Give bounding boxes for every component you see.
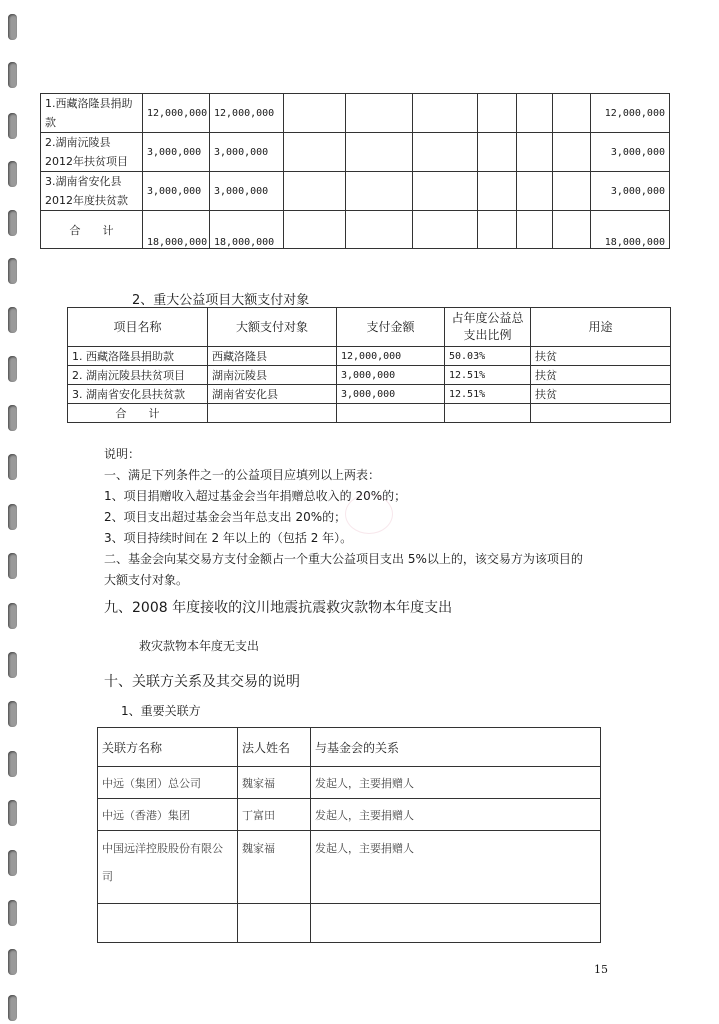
party-name: 中远（香港）集团 <box>98 799 238 831</box>
relation: 发起人，主要捐赠人 <box>311 799 601 831</box>
amount-cell: 3,000,000 <box>591 172 670 211</box>
amount-cell: 12,000,000 <box>591 94 670 133</box>
project-name: 1.西藏洛隆县捐助款 <box>41 94 143 133</box>
table-row <box>68 347 671 366</box>
amount: 3,000,000 <box>337 366 445 385</box>
party-name: 中国远洋控股股份有限公司 <box>98 831 238 904</box>
table-row <box>41 133 670 172</box>
amount-cell: 3,000,000 <box>143 172 210 211</box>
ratio: 12.51% <box>445 366 531 385</box>
table-row <box>98 799 601 831</box>
column-header: 法人姓名 <box>238 728 311 767</box>
table-total-row <box>68 404 671 423</box>
project-name: 3.湖南省安化县2012年度扶贫款 <box>41 172 143 211</box>
amount-cell: 18,000,000 <box>210 211 284 249</box>
payee: 西藏洛隆县 <box>208 347 337 366</box>
amount: 3,000,000 <box>337 385 445 404</box>
faded-stamp <box>345 494 393 534</box>
table-total-row <box>41 211 670 249</box>
relation: 发起人，主要捐赠人 <box>311 767 601 799</box>
amount-cell: 12,000,000 <box>143 94 210 133</box>
notes-title: 说明： <box>104 447 141 461</box>
column-header: 关联方名称 <box>98 728 238 767</box>
binder-holes <box>6 0 20 1024</box>
table-row <box>68 366 671 385</box>
related-party-table <box>97 727 601 943</box>
section-heading: 十、关联方关系及其交易的说明 <box>104 674 300 690</box>
subsection-heading: 1、重要关联方 <box>121 704 201 718</box>
amount-cell: 3,000,000 <box>210 133 284 172</box>
table-row <box>98 831 601 904</box>
purpose: 扶贫 <box>531 347 671 366</box>
table-row <box>41 172 670 211</box>
column-header: 大额支付对象 <box>208 308 337 347</box>
expenditure-table <box>40 93 670 249</box>
amount-cell: 12,000,000 <box>210 94 284 133</box>
note-line: 2、项目支出超过基金会当年总支出 20%的； <box>104 510 347 524</box>
column-header: 用途 <box>531 308 671 347</box>
amount-cell: 3,000,000 <box>143 133 210 172</box>
payee: 湖南沅陵县 <box>208 366 337 385</box>
table-row <box>98 904 601 943</box>
column-header: 与基金会的关系 <box>311 728 601 767</box>
project-name: 1. 西藏洛隆县捐助款 <box>68 347 208 366</box>
amount-cell: 3,000,000 <box>210 172 284 211</box>
purpose: 扶贫 <box>531 385 671 404</box>
section-title: 2、重大公益项目大额支付对象 <box>132 293 310 308</box>
note-line: 3、项目持续时间在 2 年以上的（包括 2 年）。 <box>104 531 353 545</box>
amount-cell: 18,000,000 <box>143 211 210 249</box>
page-number: 15 <box>594 963 608 976</box>
table-row <box>98 767 601 799</box>
project-name: 2. 湖南沅陵县扶贫项目 <box>68 366 208 385</box>
section-heading: 九、2008 年度接收的汶川地震抗震救灾款物本年度支出 <box>104 600 453 616</box>
column-header: 支付金额 <box>337 308 445 347</box>
table-header-row <box>68 308 671 347</box>
legal-person: 魏家福 <box>238 831 311 904</box>
legal-person: 丁富田 <box>238 799 311 831</box>
note-line: 二、基金会向某交易方支付金额占一个重大公益项目支出 5%以上的，该交易方为该项目的 <box>104 552 583 566</box>
table-row <box>68 385 671 404</box>
table-row <box>41 94 670 133</box>
ratio: 50.03% <box>445 347 531 366</box>
note-line: 1、项目捐赠收入超过基金会当年捐赠总收入的 20%的； <box>104 489 407 503</box>
legal-person: 魏家福 <box>238 767 311 799</box>
total-label: 合 计 <box>68 404 208 423</box>
amount-cell: 18,000,000 <box>591 211 670 249</box>
table-header-row <box>98 728 601 767</box>
payee: 湖南省安化县 <box>208 385 337 404</box>
ratio: 12.51% <box>445 385 531 404</box>
amount-cell: 3,000,000 <box>591 133 670 172</box>
project-name: 2.湖南沅陵县2012年扶贫项目 <box>41 133 143 172</box>
large-payee-table <box>67 307 671 423</box>
column-header: 项目名称 <box>68 308 208 347</box>
total-label: 合 计 <box>41 211 143 249</box>
project-name: 3. 湖南省安化县扶贫款 <box>68 385 208 404</box>
note-line: 一、满足下列条件之一的公益项目应填列以上两表： <box>104 468 381 482</box>
amount: 12,000,000 <box>337 347 445 366</box>
purpose: 扶贫 <box>531 366 671 385</box>
party-name: 中远（集团）总公司 <box>98 767 238 799</box>
section-text: 救灾款物本年度无支出 <box>139 639 260 653</box>
note-line: 大额支付对象。 <box>104 573 189 587</box>
relation: 发起人，主要捐赠人 <box>311 831 601 904</box>
column-header: 占年度公益总支出比例 <box>445 308 531 347</box>
